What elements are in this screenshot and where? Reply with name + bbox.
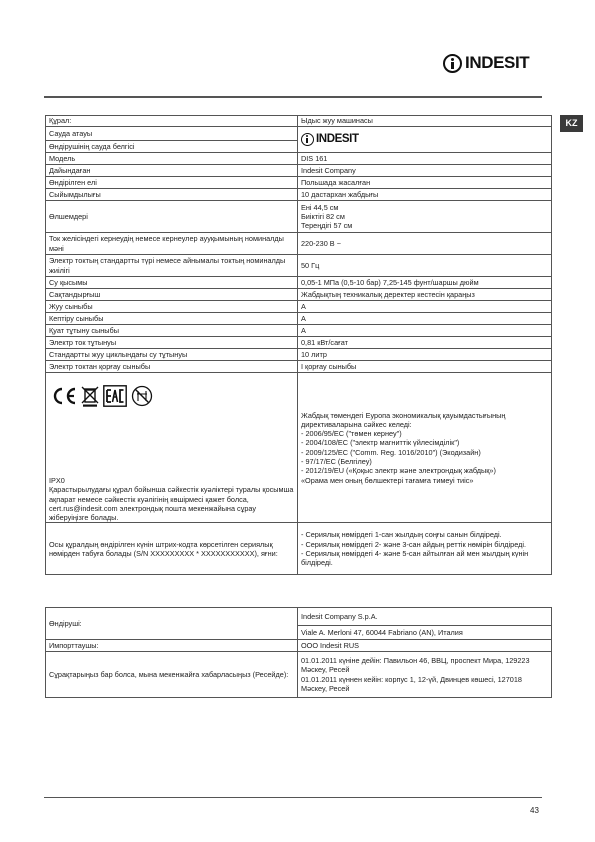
- table-row: [46, 313, 552, 325]
- table-row: [46, 116, 552, 127]
- spec-value: DIS 161: [298, 153, 552, 165]
- footer-rule: [44, 797, 542, 798]
- spec-label: Жуу сыныбы: [46, 301, 298, 313]
- weee-bin-icon: [81, 385, 99, 407]
- brand-logo: [443, 50, 529, 76]
- table-row: [46, 640, 552, 652]
- trade-logo-cell: [298, 127, 552, 153]
- table-row: [46, 349, 552, 361]
- contact-after: 01.01.2011 күннен кейін: корпус 1, 12-үй, Двинцев көшесі, 127018 Мәскеу, Ресей: [301, 674, 522, 693]
- spec-label: Қуат тұтыну сыныбы: [46, 325, 298, 337]
- indesit-i-icon: [443, 54, 462, 73]
- spec-label: Өндірілген елі: [46, 177, 298, 189]
- spec-value: 220-230 В ~: [298, 233, 552, 255]
- spec-label: Дайындаған: [46, 165, 298, 177]
- contact-value: [298, 652, 552, 698]
- spec-value: A: [298, 301, 552, 313]
- spec-label: Электр токтан қорғау сыныбы: [46, 361, 298, 373]
- spec-value: 0,81 кВт/сағат: [298, 337, 552, 349]
- spec-label: Электр токтың стандартты түрі немесе айнымалы токтың номиналды жиілігі: [46, 255, 298, 277]
- list-item: - Сериялық нөмірдегі 4- және 5-сан айтылған ай мен жылдың күнін білдіреді.: [301, 548, 529, 568]
- table-row: [46, 153, 552, 165]
- spec-value: I қорғау сыныбы: [298, 361, 552, 373]
- table-row: [46, 127, 552, 141]
- spec-label: Су қысымы: [46, 277, 298, 289]
- producer-address: Viale A. Merloni 47, 60044 Fabriano (AN), Италия: [298, 626, 552, 640]
- spec-value: Ыдыс жуу машинасы: [298, 116, 552, 127]
- list-item: - 2006/95/EC ("төмен кернеу"): [301, 429, 402, 439]
- dim-depth: Тереңдігі 57 см: [301, 221, 353, 231]
- certification-cell: [46, 373, 298, 523]
- spec-label: Ток желісіндегі кернеудің немесе кернеулер аууқымының номиналды мәні: [46, 233, 298, 255]
- indesit-i-icon: [301, 133, 314, 146]
- eac-mark-icon: [103, 385, 127, 407]
- table-row: [46, 373, 552, 523]
- producer-name: Indesit Company S.p.A.: [298, 608, 552, 626]
- trade-logo: [301, 132, 548, 148]
- list-item: - 2004/108/EC ("электр магниттік үйлесімділік"): [301, 438, 460, 448]
- spec-value: 10 дастархан жабдығы: [298, 189, 552, 201]
- dim-height: Биіктігі 82 см: [301, 211, 345, 221]
- contact-before: 01.01.2011 күніне дейін: Павильон 46, ВВЦ, проспект Мира, 129223 Мәскеу, Ресей: [301, 655, 530, 675]
- spec-table: [45, 115, 552, 575]
- table-row: [46, 201, 552, 233]
- packaging-note: «Орама мен оның бөлшектері тағамға тимеуі тиіс»: [301, 475, 474, 485]
- table-row: [46, 325, 552, 337]
- serial-note: Осы құралдың өндірілген күнін штрих-кодта көрсетілген сериялық нөмірден табуға болады (S/N XXXXXXXXX * XXXXXXXXXXX), яғни:: [46, 523, 298, 575]
- ipx-rating: IPX0: [49, 476, 65, 485]
- importer-value: OOO Indesit RUS: [298, 640, 552, 652]
- spec-label: Кептіру сыныбы: [46, 313, 298, 325]
- brand-name: INDESIT: [465, 53, 530, 72]
- table-row: [46, 608, 552, 626]
- spec-label: Құрал:: [46, 116, 298, 127]
- trade-name-label: Сауда атауы: [46, 127, 298, 141]
- list-item: - Сериялық нөмірдегі 1-сан жылдың соңғы санын білдіреді.: [301, 530, 502, 540]
- list-item: - 97/17/EC (Белгілеу): [301, 457, 372, 467]
- directives-cell: [298, 373, 552, 523]
- spec-label: Сақтандырғыш: [46, 289, 298, 301]
- header-rule: [44, 96, 542, 98]
- table-row: [46, 652, 552, 698]
- trade-brand-name: INDESIT: [316, 132, 359, 145]
- no-food-contact-icon: [131, 385, 153, 407]
- table-row: [46, 277, 552, 289]
- contact-label: Сұрақтарыңыз бар болса, мына мекенжайға хабарласыңыз (Ресейде):: [46, 652, 298, 698]
- producer-label: Өндіруші:: [46, 608, 298, 640]
- spec-value: Жабдықтың техникалық деректер кестесін қараңыз: [298, 289, 552, 301]
- dims-value: [298, 201, 552, 233]
- spec-value: 10 литр: [298, 349, 552, 361]
- spec-label: Электр ток тұтынуы: [46, 337, 298, 349]
- spec-value: A: [298, 325, 552, 337]
- table-row: [46, 165, 552, 177]
- dims-label: Өлшемдері: [46, 201, 298, 233]
- spec-value: 0,05-1 МПа (0,5-10 бар) 7,25-145 фунт/шаршы дюйм: [298, 277, 552, 289]
- spec-value: Польшада жасалған: [298, 177, 552, 189]
- trademark-label: Өндірушінің сауда белгісі: [46, 141, 298, 153]
- spec-value: 50 Гц: [298, 255, 552, 277]
- table-row: [46, 189, 552, 201]
- serial-explanation: [298, 523, 552, 575]
- table-row: [46, 523, 552, 575]
- spec-value: Indesit Company: [298, 165, 552, 177]
- directives-intro: Жабдық төмендегі Еуропа экономикалық қауымдастығының директиваларына сәйкес келеді:: [301, 410, 506, 429]
- table-row: [46, 337, 552, 349]
- table-row: [46, 361, 552, 373]
- spec-label: Модель: [46, 153, 298, 165]
- directives-list: [301, 429, 548, 475]
- certificate-note: Қарастырылудағы құрал бойынша сәйкестік куәліктері туралы қосымша ақпарат немесе сәйкестік куәлігінің көшірмесі қажет болса, cert.rus@indesit.com электрондық пошта мекенжайына сұрау жіберуіңізге болады.: [49, 485, 294, 523]
- table-row: [46, 233, 552, 255]
- language-badge: KZ: [560, 115, 583, 132]
- spec-label: Стандартты жуу циклындағы су тұтынуы: [46, 349, 298, 361]
- page-number: 43: [530, 806, 539, 815]
- ce-mark-icon: [51, 386, 77, 406]
- compliance-marks: [51, 379, 294, 413]
- dim-width: Ені 44,5 см: [301, 202, 339, 212]
- producer-table: [45, 607, 552, 698]
- spec-label: Сыйымдылығы: [46, 189, 298, 201]
- list-item: - 2009/125/EC ("Comm. Reg. 1016/2010") (Экодизайн): [301, 447, 481, 457]
- table-row: [46, 255, 552, 277]
- list-item: - 2012/19/EU («Қоқыс электр және электрондық жабдық»): [301, 466, 496, 476]
- table-row: [46, 301, 552, 313]
- list-item: - Сериялық нөмірдегі 2- және 3-сан айдың реттік нөмірін білдіреді.: [301, 539, 527, 549]
- table-row: [46, 177, 552, 189]
- importer-label: Импорттаушы:: [46, 640, 298, 652]
- spec-value: A: [298, 313, 552, 325]
- table-row: [46, 289, 552, 301]
